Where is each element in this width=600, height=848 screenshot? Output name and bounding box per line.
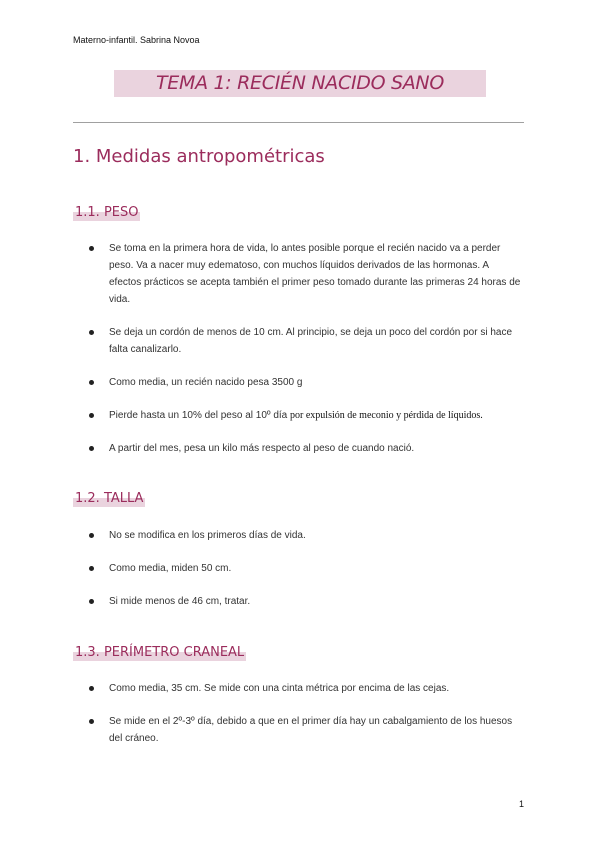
horizontal-divider [73,122,524,123]
talla-list [73,527,523,626]
document-header: Materno-infantil. Sabrina Novoa [73,35,200,45]
list-item: Se toma en la primera hora de vida, lo antes posible porque el recién nacido va a perder peso. Va a nacer muy edematoso, con muchos líquidos derivados de las hormonas. A efectos prácticos se acepta también el primer peso tomado durante las primeras 24 horas de vida. [73,240,523,308]
bullet-icon [89,446,94,451]
list-item: Se mide en el 2º-3º día, debido a que en el primer día hay un cabalgamiento de los huesos del cráneo. [73,713,523,747]
perimetro-list [73,680,523,763]
list-item: Se deja un cordón de menos de 10 cm. Al principio, se deja un poco del cordón por si hace falta canalizarlo. [73,324,523,358]
peso-list [73,240,523,473]
list-item: Como media, un recién nacido pesa 3500 g [73,374,523,391]
subsection-heading-peso: 1.1. PESO [75,205,139,220]
bullet-icon [89,246,94,251]
bullet-icon [89,330,94,335]
list-item: No se modifica en los primeros días de vida. [73,527,523,544]
list-item: Pierde hasta un 10% del peso al 10º día por expulsión de meconio y pérdida de líquidos. [73,407,523,424]
document-title: TEMA 1: RECIÉN NACIDO SANO [155,72,445,94]
subsection-heading-perimetro: 1.3. PERÍMETRO CRANEAL [75,645,245,660]
bullet-icon [89,719,94,724]
bullet-icon [89,413,94,418]
subsection-heading-talla: 1.2. TALLA [75,491,144,506]
bullet-icon [89,533,94,538]
section-heading: 1. Medidas antropométricas [73,146,325,167]
list-item: Como media, miden 50 cm. [73,560,523,577]
list-item: Como media, 35 cm. Se mide con una cinta métrica por encima de las cejas. [73,680,523,697]
list-item: Si mide menos de 46 cm, tratar. [73,593,523,610]
bullet-icon [89,380,94,385]
list-item: A partir del mes, pesa un kilo más respecto al peso de cuando nació. [73,440,523,457]
page-number: 1 [519,799,525,809]
bullet-icon [89,599,94,604]
bullet-icon [89,566,94,571]
bullet-icon [89,686,94,691]
